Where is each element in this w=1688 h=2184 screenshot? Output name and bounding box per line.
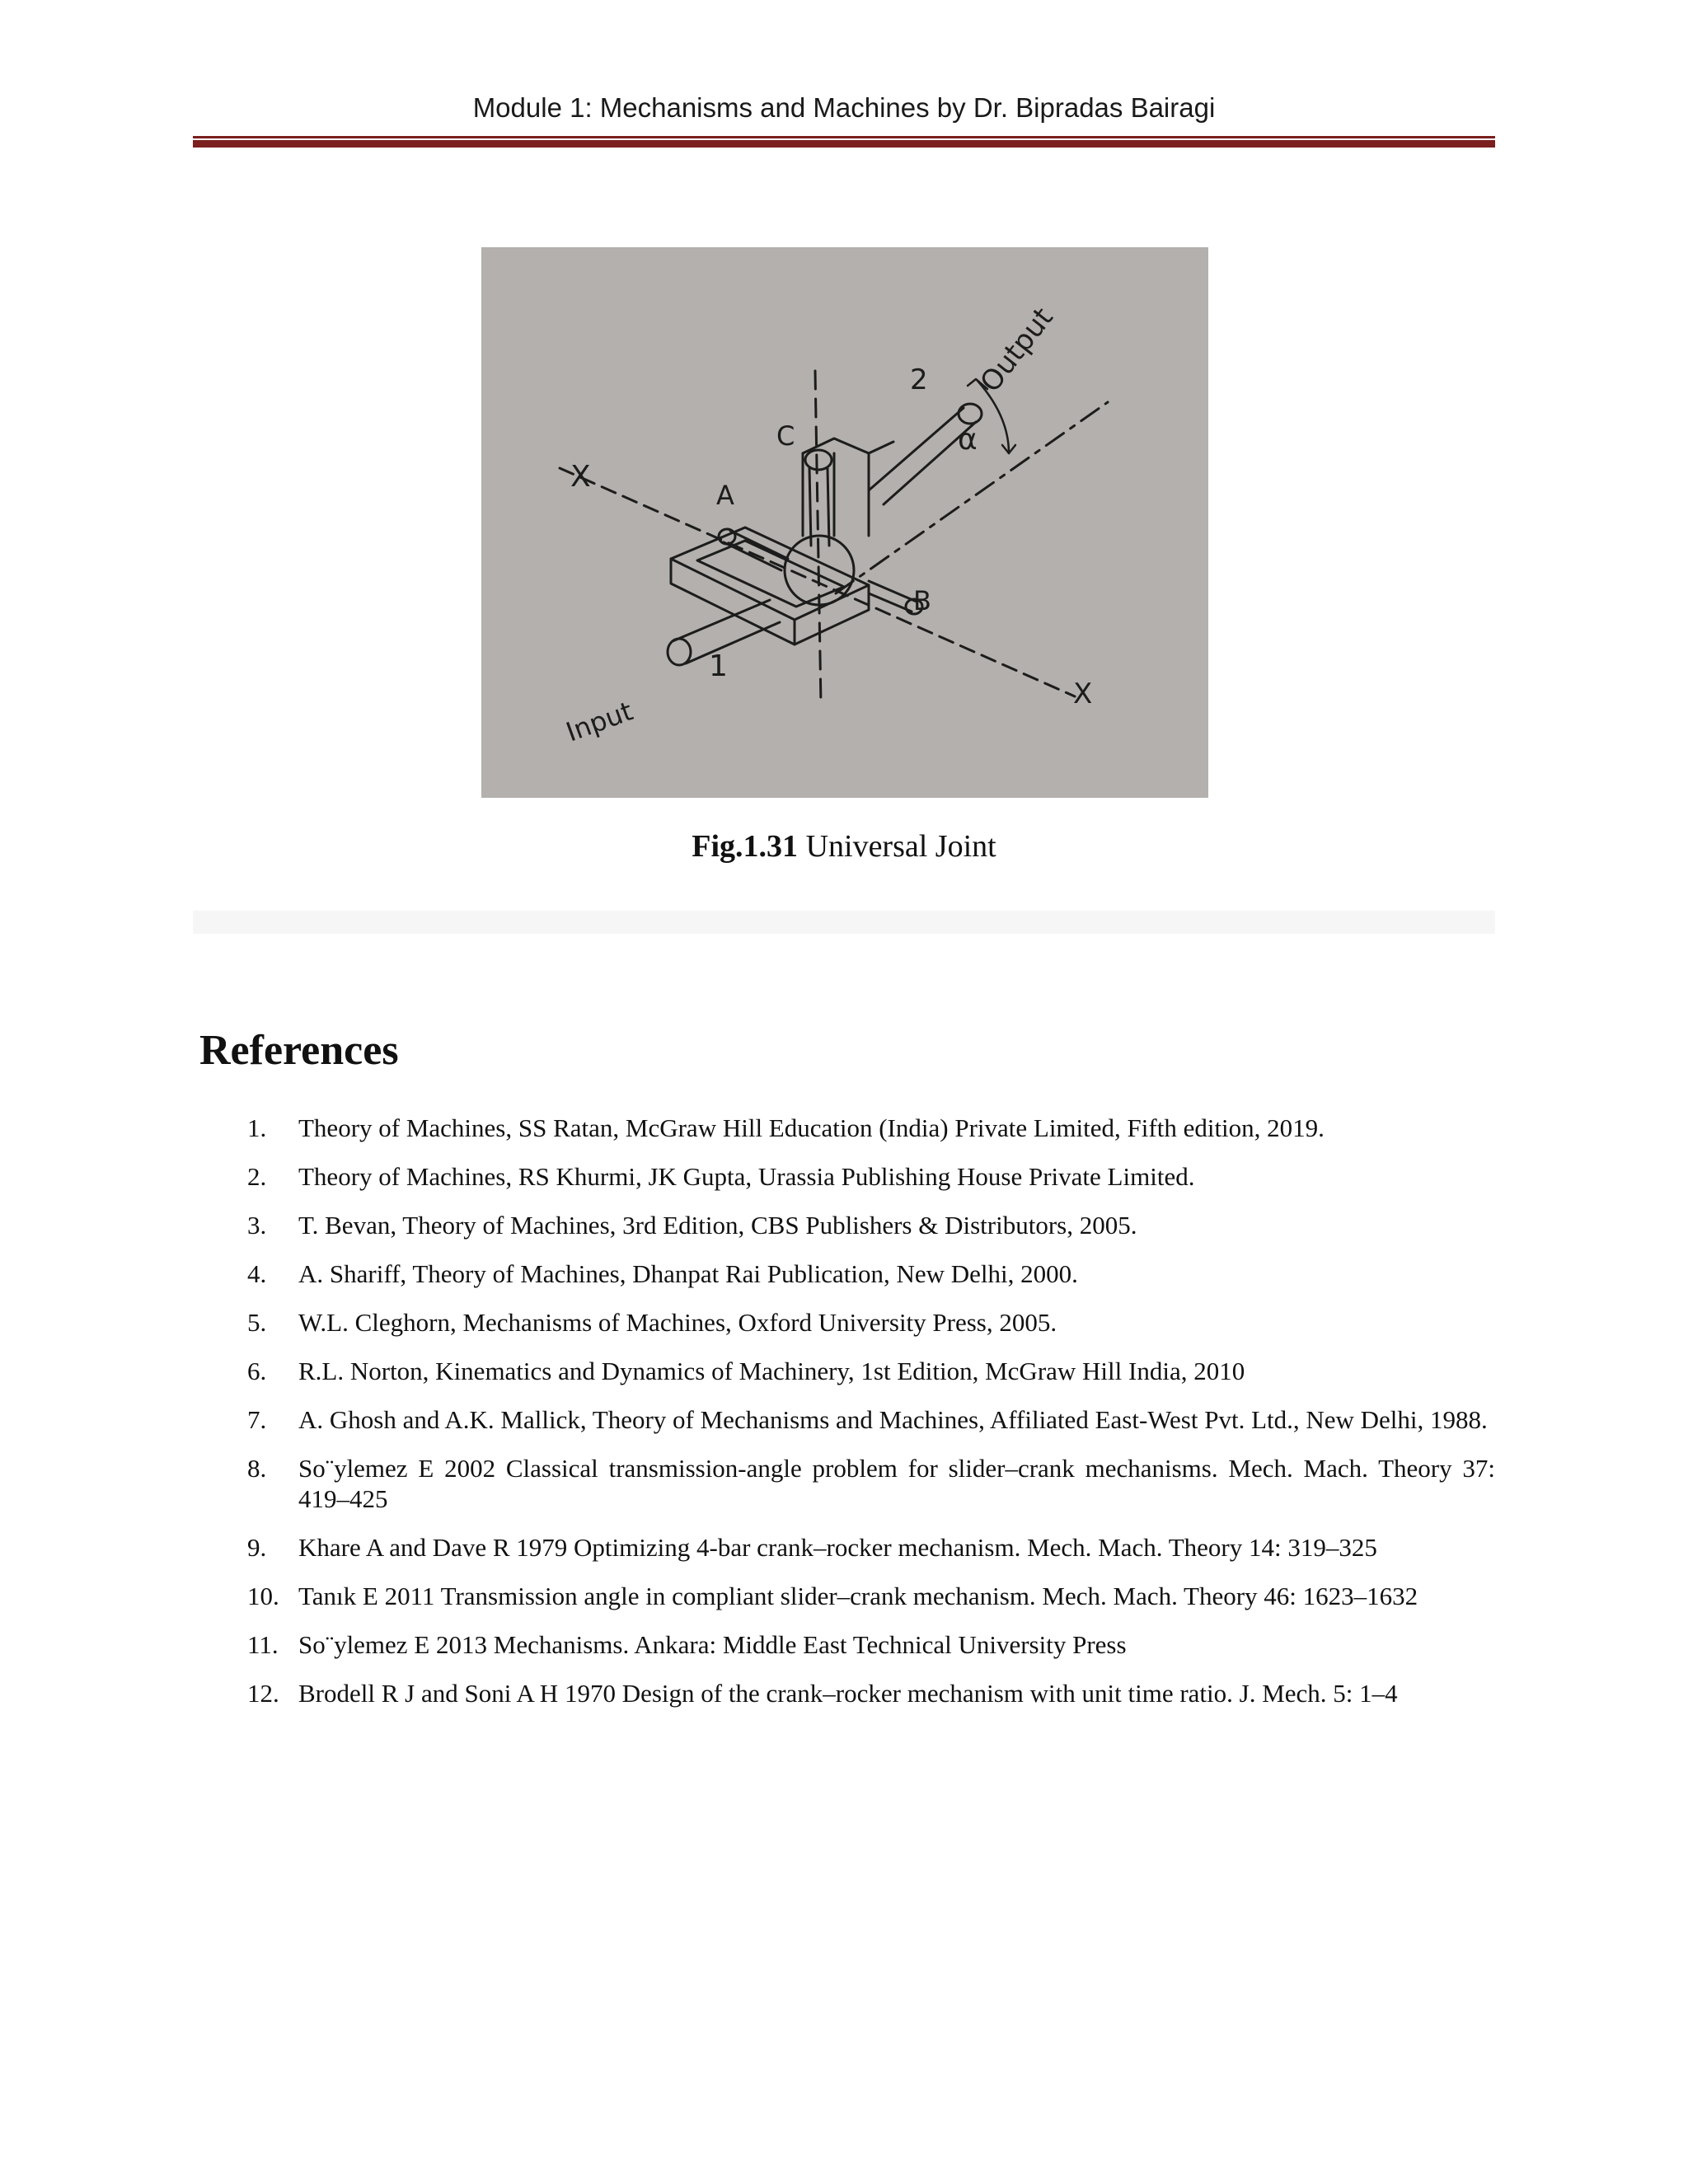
reference-item xyxy=(247,1581,1495,1611)
reference-item xyxy=(247,1404,1495,1435)
reference-number: 11. xyxy=(247,1630,279,1659)
reference-text: A. Shariff, Theory of Machines, Dhanpat Rai Publication, New Delhi, 2000. xyxy=(298,1259,1078,1288)
reference-text: Khare A and Dave R 1979 Optimizing 4-bar crank–rocker mechanism. Mech. Mach. Theory 14: 319–325 xyxy=(298,1533,1377,1562)
reference-number: 12. xyxy=(247,1679,279,1708)
reference-item xyxy=(247,1678,1495,1708)
reference-text: So¨ylemez E 2013 Mechanisms. Ankara: Middle East Technical University Press xyxy=(298,1630,1127,1659)
reference-number: 1. xyxy=(247,1113,267,1142)
universal-joint-figure xyxy=(481,247,1208,798)
reference-number: 8. xyxy=(247,1454,267,1483)
reference-item xyxy=(247,1113,1495,1143)
reference-number: 2. xyxy=(247,1162,267,1191)
reference-item xyxy=(247,1307,1495,1338)
reference-text: Brodell R J and Soni A H 1970 Design of the crank–rocker mechanism with unit time ratio. J. Mech. 5: 1–4 xyxy=(298,1679,1398,1708)
reference-item xyxy=(247,1258,1495,1289)
reference-item xyxy=(247,1629,1495,1660)
reference-text: Tanık E 2011 Transmission angle in compliant slider–crank mechanism. Mech. Mach. Theory 46: 1623–1632 xyxy=(298,1582,1418,1610)
reference-item xyxy=(247,1356,1495,1386)
label-shaft-2: 2 xyxy=(910,363,928,396)
references-list xyxy=(247,1113,1495,1727)
reference-text: Theory of Machines, SS Ratan, McGraw Hill Education (India) Private Limited, Fifth edition, 2019. xyxy=(298,1113,1325,1142)
reference-item xyxy=(247,1532,1495,1563)
reference-text: W.L. Cleghorn, Mechanisms of Machines, Oxford University Press, 2005. xyxy=(298,1308,1057,1337)
reference-item xyxy=(247,1453,1495,1514)
vertical-axis-line xyxy=(815,371,821,705)
caption-number: Fig.1.31 xyxy=(692,829,799,864)
reference-text: T. Bevan, Theory of Machines, 3rd Edition, CBS Publishers & Distributors, 2005. xyxy=(298,1211,1137,1240)
page-header: Module 1: Mechanisms and Machines by Dr. Bipradas Bairagi xyxy=(472,92,1216,123)
reference-number: 5. xyxy=(247,1308,267,1337)
header-rule-thick xyxy=(193,140,1495,148)
reference-number: 9. xyxy=(247,1533,267,1562)
label-shaft-1: 1 xyxy=(709,649,728,683)
header-rule-thin xyxy=(193,136,1495,138)
reference-item xyxy=(247,1161,1495,1192)
reference-text: So¨ylemez E 2002 Classical transmission-angle problem for slider–crank mechanisms. Mech. Mach. Theory 37: 419–425 xyxy=(298,1454,1495,1513)
label-b: B xyxy=(913,585,931,616)
universal-joint-sketch xyxy=(481,247,1208,798)
reference-text: R.L. Norton, Kinematics and Dynamics of Machinery, 1st Edition, McGraw Hill India, 2010 xyxy=(298,1357,1245,1385)
reference-text: Theory of Machines, RS Khurmi, JK Gupta, Urassia Publishing House Private Limited. xyxy=(298,1162,1195,1191)
reference-number: 4. xyxy=(247,1259,267,1288)
label-alpha: α xyxy=(958,423,978,457)
references-heading: References xyxy=(199,1027,399,1074)
label-x-right: X xyxy=(1073,677,1093,710)
reference-number: 7. xyxy=(247,1405,267,1434)
section-band xyxy=(193,911,1495,934)
label-a: A xyxy=(716,480,734,511)
reference-text: A. Ghosh and A.K. Mallick, Theory of Mechanisms and Machines, Affiliated East-West Pvt. Ltd., New Delhi, 1988. xyxy=(298,1405,1488,1434)
reference-item xyxy=(247,1210,1495,1240)
label-c: C xyxy=(776,420,795,452)
label-x-left: X xyxy=(570,460,591,494)
reference-number: 10. xyxy=(247,1582,279,1610)
caption-text: Universal Joint xyxy=(805,829,996,864)
label-output: Output xyxy=(973,301,1060,399)
label-input: Input xyxy=(561,695,637,748)
reference-number: 6. xyxy=(247,1357,267,1385)
figure-caption xyxy=(193,828,1495,865)
reference-number: 3. xyxy=(247,1211,267,1240)
x-axis-line xyxy=(560,468,1075,696)
